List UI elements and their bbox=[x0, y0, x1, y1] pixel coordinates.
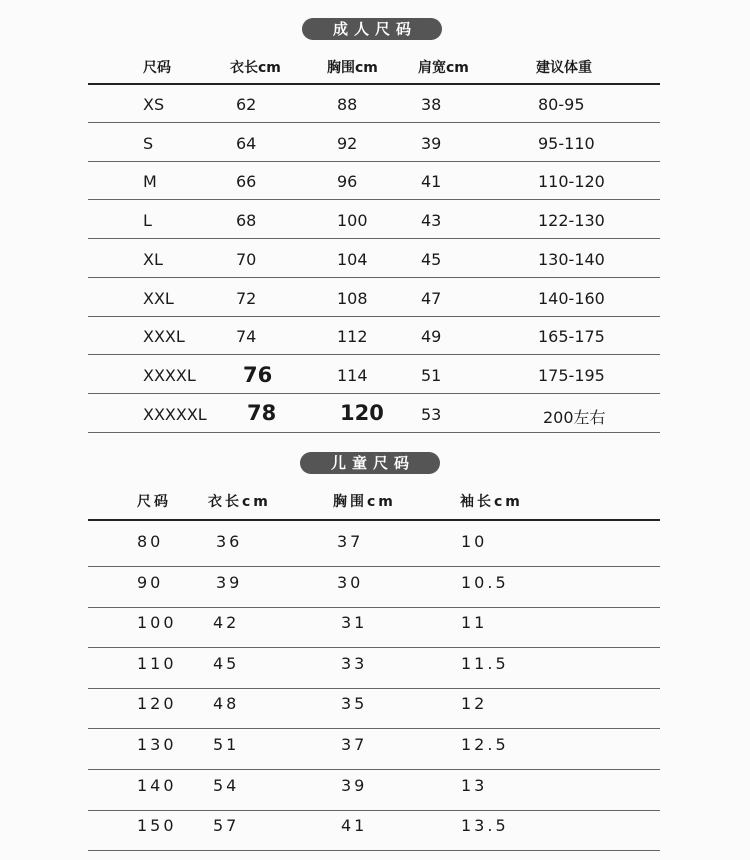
kids-row-divider bbox=[88, 850, 660, 851]
header-size: 尺码 bbox=[143, 60, 171, 76]
cell-length: 78 bbox=[247, 400, 277, 425]
kids-header-rule bbox=[88, 519, 660, 521]
header-chest: 胸围cm bbox=[327, 60, 378, 76]
cell-chest: 108 bbox=[337, 288, 368, 308]
cell-length: 74 bbox=[236, 327, 257, 347]
adult-row-divider bbox=[88, 393, 660, 394]
cell-shoulder: 49 bbox=[421, 327, 442, 347]
cell-weight: 122-130 bbox=[538, 211, 605, 231]
cell-size: 120 bbox=[137, 694, 177, 714]
cell-chest: 104 bbox=[337, 249, 368, 269]
cell-size: S bbox=[143, 133, 154, 153]
cell-chest: 112 bbox=[337, 327, 368, 347]
cell-size: 100 bbox=[137, 613, 177, 633]
cell-size: L bbox=[143, 211, 152, 231]
cell-sleeve: 13.5 bbox=[461, 816, 509, 836]
cell-length: 51 bbox=[213, 735, 240, 754]
adult-row-divider bbox=[88, 238, 660, 239]
cell-length: 42 bbox=[213, 613, 240, 633]
kids-row-divider bbox=[88, 769, 660, 770]
cell-chest: 100 bbox=[337, 211, 368, 231]
cell-chest: 33 bbox=[341, 653, 368, 673]
cell-length: 45 bbox=[213, 653, 240, 673]
cell-weight: 95-110 bbox=[538, 133, 595, 153]
cell-weight: 175-195 bbox=[538, 365, 605, 385]
cell-length: 54 bbox=[213, 775, 240, 795]
cell-size: XXXXXL bbox=[143, 404, 207, 424]
cell-length: 66 bbox=[236, 172, 257, 192]
adult-row-divider bbox=[88, 354, 660, 355]
cell-shoulder: 39 bbox=[421, 133, 442, 153]
cell-shoulder: 45 bbox=[421, 249, 442, 269]
cell-length: 64 bbox=[236, 133, 257, 153]
cell-length: 57 bbox=[213, 816, 240, 836]
cell-weight: 140-160 bbox=[538, 288, 605, 308]
cell-length: 36 bbox=[216, 532, 243, 551]
cell-sleeve: 11.5 bbox=[461, 653, 509, 673]
cell-chest: 92 bbox=[337, 133, 358, 153]
cell-shoulder: 51 bbox=[421, 365, 442, 385]
header-size: 尺码 bbox=[137, 494, 171, 510]
cell-size: 90 bbox=[137, 572, 164, 592]
cell-chest: 114 bbox=[337, 365, 368, 385]
kids-row-divider bbox=[88, 607, 660, 608]
adult-row-divider bbox=[88, 199, 660, 200]
cell-sleeve: 11 bbox=[461, 613, 488, 633]
header-weight: 建议体重 bbox=[536, 60, 592, 76]
cell-chest: 41 bbox=[341, 816, 368, 836]
cell-size: 110 bbox=[137, 653, 177, 673]
cell-length: 39 bbox=[216, 572, 243, 592]
cell-chest: 96 bbox=[337, 172, 358, 192]
kids-row-divider bbox=[88, 688, 660, 689]
cell-weight: 165-175 bbox=[538, 327, 605, 347]
cell-size: M bbox=[143, 172, 157, 192]
adult-header-rule bbox=[88, 83, 660, 85]
cell-size: XXL bbox=[143, 288, 174, 308]
cell-size: 140 bbox=[137, 775, 177, 795]
cell-size: 80 bbox=[137, 532, 164, 551]
cell-weight: 110-120 bbox=[538, 172, 605, 192]
cell-sleeve: 12.5 bbox=[461, 735, 509, 754]
cell-size: XXXXL bbox=[143, 365, 196, 385]
cell-shoulder: 43 bbox=[421, 211, 442, 231]
header-chest: 胸围cm bbox=[333, 494, 396, 510]
cell-size: XL bbox=[143, 249, 163, 269]
cell-length: 48 bbox=[213, 694, 240, 714]
cell-weight: 130-140 bbox=[538, 249, 605, 269]
cell-chest: 39 bbox=[341, 775, 368, 795]
adult-row-divider bbox=[88, 316, 660, 317]
kids-row-divider bbox=[88, 647, 660, 648]
cell-weight: 80-95 bbox=[538, 95, 585, 114]
cell-shoulder: 47 bbox=[421, 288, 442, 308]
cell-shoulder: 53 bbox=[421, 404, 442, 424]
kids-row-divider bbox=[88, 810, 660, 811]
adult-size-title: 成人尺码 bbox=[302, 18, 442, 40]
header-shoulder: 肩宽cm bbox=[418, 60, 469, 76]
cell-sleeve: 13 bbox=[461, 775, 488, 795]
kids-row-divider bbox=[88, 728, 660, 729]
adult-row-divider bbox=[88, 122, 660, 123]
cell-size: XS bbox=[143, 95, 165, 114]
kids-size-title: 儿童尺码 bbox=[300, 452, 440, 474]
cell-chest: 37 bbox=[341, 735, 368, 754]
cell-weight: 200左右 bbox=[543, 407, 606, 427]
header-length: 衣长cm bbox=[208, 494, 271, 510]
cell-chest: 30 bbox=[337, 572, 364, 592]
cell-length: 76 bbox=[243, 362, 273, 387]
cell-size: 130 bbox=[137, 735, 177, 754]
cell-sleeve: 10.5 bbox=[461, 572, 509, 592]
cell-size: XXXL bbox=[143, 327, 185, 347]
cell-size: 150 bbox=[137, 816, 177, 836]
cell-chest: 120 bbox=[340, 400, 384, 425]
cell-chest: 31 bbox=[341, 613, 368, 633]
header-length: 衣长cm bbox=[230, 60, 281, 76]
cell-sleeve: 12 bbox=[461, 694, 488, 714]
cell-sleeve: 10 bbox=[461, 532, 488, 551]
cell-shoulder: 38 bbox=[421, 95, 442, 114]
cell-length: 70 bbox=[236, 249, 257, 269]
cell-length: 62 bbox=[236, 95, 257, 114]
header-sleeve: 袖长cm bbox=[460, 494, 523, 510]
adult-row-divider bbox=[88, 277, 660, 278]
adult-row-divider bbox=[88, 432, 660, 433]
cell-shoulder: 41 bbox=[421, 172, 442, 192]
cell-chest: 37 bbox=[337, 532, 364, 551]
kids-row-divider bbox=[88, 566, 660, 567]
cell-length: 72 bbox=[236, 288, 257, 308]
adult-row-divider bbox=[88, 161, 660, 162]
cell-chest: 35 bbox=[341, 694, 368, 714]
cell-length: 68 bbox=[236, 211, 257, 231]
cell-chest: 88 bbox=[337, 95, 358, 114]
